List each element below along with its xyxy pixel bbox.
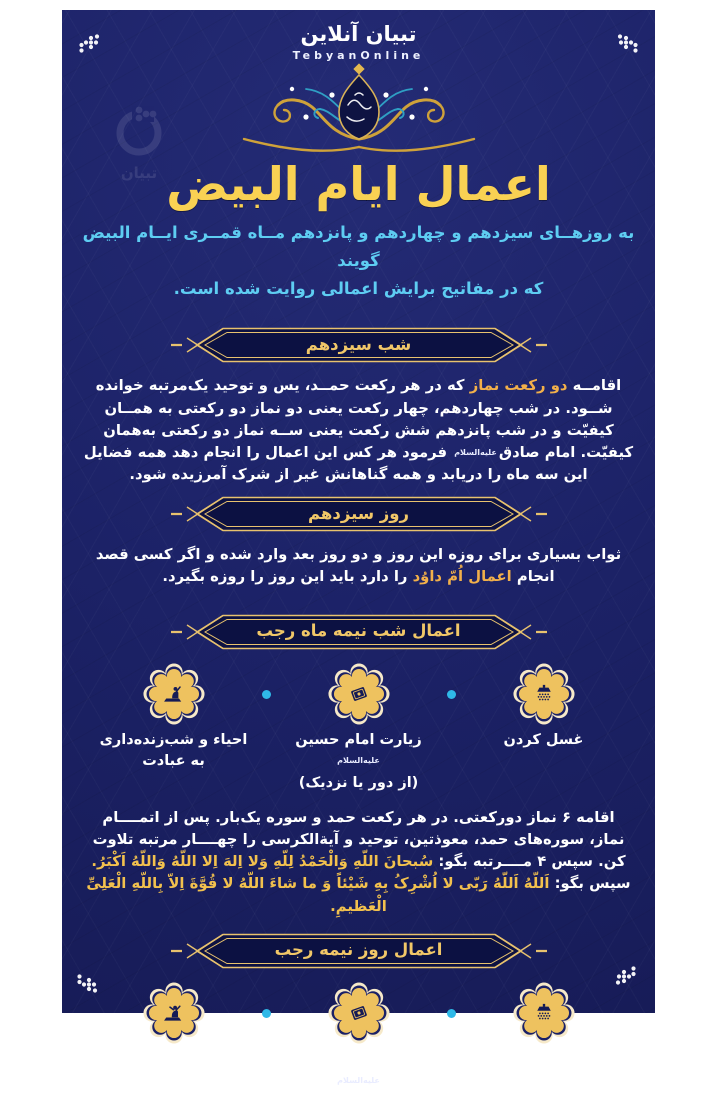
- corner-dots-icon: [76, 32, 104, 60]
- header-brand: [62, 10, 655, 61]
- quran-icon: [328, 982, 390, 1044]
- night-actions-row: [62, 663, 655, 795]
- corner-dots-icon: [611, 959, 639, 987]
- action-salman-prayer: [91, 982, 257, 1071]
- intro-text: [62, 219, 655, 302]
- action-ghusl: [461, 982, 627, 1071]
- badge-label: اعمال شب نیمه ماه رجب: [256, 621, 461, 641]
- badge-label: روز سیزدهم: [307, 503, 410, 523]
- quran-icon: [328, 663, 390, 725]
- infographic-poster: [62, 10, 655, 1111]
- badge-label: شب سیزدهم: [305, 334, 412, 354]
- text-segment: که در هر رکعت حمــد، یس و توحید یک‌مرتبه خوانده شــود. در شب چهاردهم، چهار رکعت یعنی دو نماز دو رکعتی به همــان کیفیّت و در شب پانزدهم شش رکعت یعنی ســه نماز دو رکعتی به‌همان کیفیّت. امام صادق: [95, 377, 634, 461]
- action-sublabel: (از دور یا نزدیک): [298, 1094, 419, 1111]
- page-title: اعمال ایام البیض: [166, 157, 551, 211]
- tebyan-watermark: [100, 104, 178, 182]
- honorific-mark: علیه‌السلام: [337, 1075, 380, 1085]
- shower-icon: [513, 663, 575, 725]
- night-worship-icon: [143, 663, 205, 725]
- divider-dot: [262, 690, 271, 699]
- action-night-vigil: [91, 663, 257, 774]
- corner-dots-icon: [74, 967, 102, 995]
- action-label: زیارت امام حسینعلیه‌السلام: [295, 731, 422, 766]
- divider-dot: [447, 1009, 456, 1018]
- badge-label: اعمال روز نیمه رجب: [274, 940, 443, 960]
- watermark-label: تبیان: [120, 164, 158, 182]
- text-segment: سپس بگو:: [549, 875, 631, 893]
- action-label: غسل کردن: [503, 1050, 584, 1067]
- day-actions-row: [62, 982, 655, 1114]
- prayer-icon: [143, 982, 205, 1044]
- action-label: زیارت امام حسینعلیه‌السلام: [295, 1050, 422, 1085]
- divider-dot: [447, 690, 456, 699]
- action-ziyarat: [276, 663, 442, 795]
- intro-line-1: به روزهــای سیزدهم و چهاردهم و پانزدهم مــاه قمــری ایــام البیض گویند: [82, 223, 635, 270]
- highlight-text: دو رکعت نماز: [469, 377, 568, 395]
- section-badge-night13: [169, 322, 549, 368]
- brand-name-farsi: تبیان آنلاین: [300, 22, 417, 46]
- paragraph-six-prayers: [83, 807, 635, 918]
- section-badge-day-mid-rajab: [169, 928, 549, 974]
- paragraph-night13: [83, 375, 635, 486]
- action-ghusl: [461, 663, 627, 752]
- section-badge-day13: [169, 491, 549, 537]
- brand-name-english: TebyanOnline: [292, 49, 425, 62]
- action-sublabel: (از دور یا نزدیک): [298, 775, 419, 792]
- highlight-text: اعمال اُمّ داوُد: [412, 568, 512, 586]
- divider-dot: [262, 1009, 271, 1018]
- section-badge-night-mid-rajab: [169, 609, 549, 655]
- text-segment: ثواب بسیاری برای روزه این روز و دو روز بعد وارد شده و اگر کسی قصد انجام: [95, 546, 622, 586]
- dua-text: سُبحانَ اللّهِ وَالْحَمْدُ لِلّهِ وَلا اِلهَ اِلا اللّهُ وَاللّهُ اَکْبَرُ.: [91, 853, 434, 871]
- text-segment: اقامه ۶ نماز دورکعتی. در هر رکعت حمد و سوره یک‌بار. پس از اتمــــام نماز، سوره‌های حمد، معوذتین، توحید و آیةالکرسی را چهــــار مرتبه تلاوت کن. سپس ۴ مــــرتبه بگو:: [92, 808, 626, 871]
- text-segment: را دارد باید این روز را روزه بگیرد.: [162, 568, 413, 586]
- paragraph-day13: [83, 544, 635, 588]
- text-segment: اقامــه: [567, 377, 622, 395]
- text-segment: فرمود هر کس این اعمال را انجام دهد همه فضایل این سه ماه را دریابد و همه گناهانش غیر از شرک آمرزیده شود.: [83, 443, 588, 484]
- honorific-mark: علیه‌السلام: [337, 756, 380, 766]
- intro-line-2: که در مفاتیح برایش اعمالی روایت شده است.: [173, 278, 544, 298]
- honorific-mark: علیه‌السلام: [454, 447, 497, 457]
- action-label: اقامه نماز جناب سلمان: [90, 1050, 257, 1067]
- dua-text: اَللّهُ اَللّهُ رَبّی لا اُشْرِکُ بِهِ شَیْئاً وَ ما شاءَ اللّهُ لا قُوَّةَ اِلاّ بِاللّهِ الْعَلِیِّ الْعَظیمِ.: [86, 875, 550, 915]
- corner-dots-icon: [613, 32, 641, 60]
- arabesque-ornament-icon: [234, 65, 484, 157]
- shower-icon: [513, 982, 575, 1044]
- tebyan-logo-icon: [112, 104, 166, 158]
- action-label: غسل کردن: [503, 731, 584, 748]
- action-ziyarat: [276, 982, 442, 1114]
- action-label: احیاء و شب‌زنده‌داری به عبادت: [99, 731, 248, 770]
